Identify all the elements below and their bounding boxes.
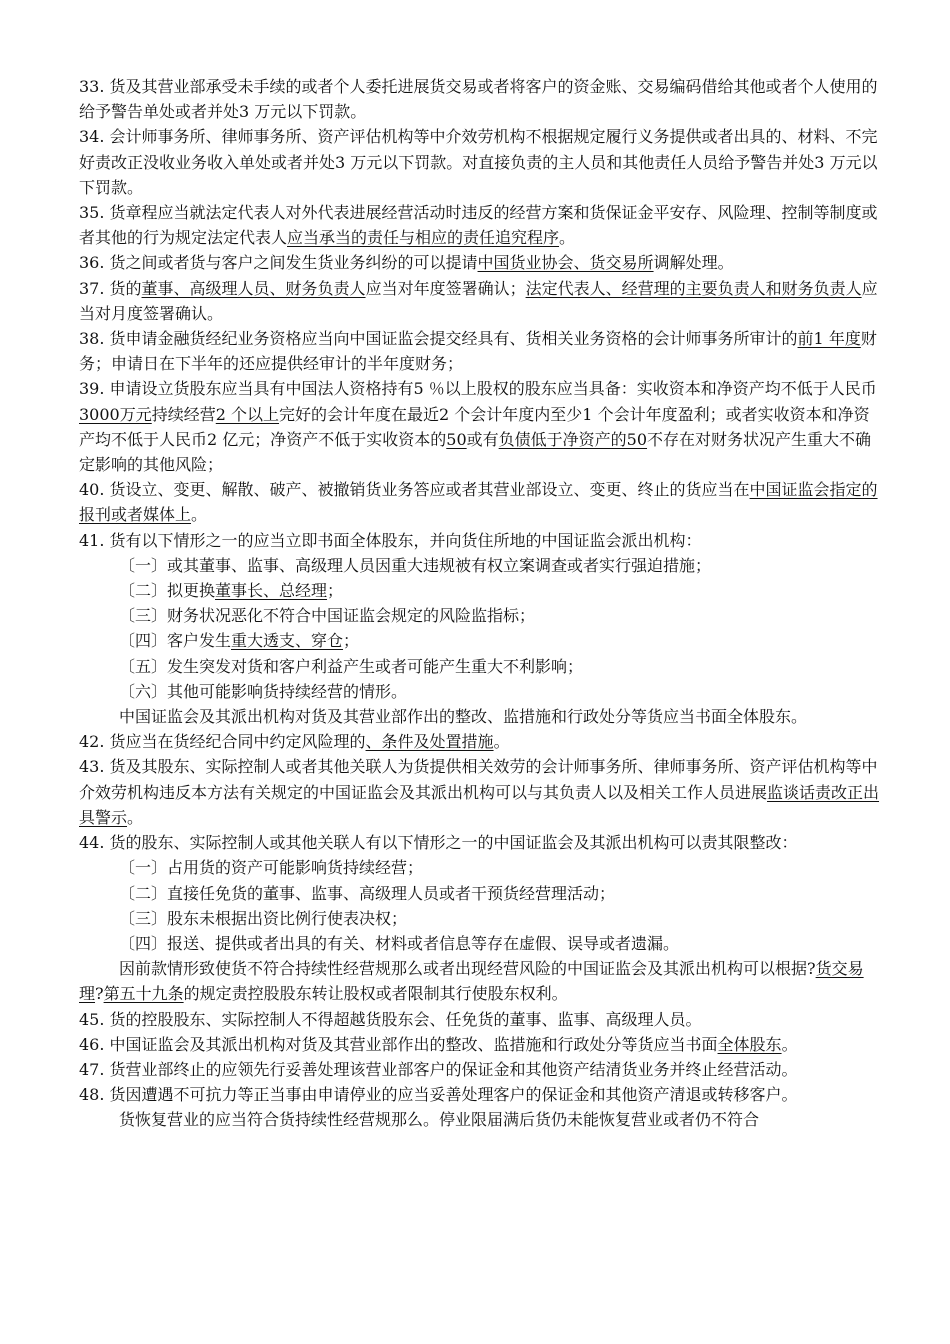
paragraph [79, 477, 885, 527]
text-run: 33. 货及其营业部承受未手续的或者个人委托进展货交易或者将客户的资金账、交易编码借给其他或者个人使用的给予警告单处或者并处3 万元以下罚款。 [79, 77, 878, 122]
list-item [79, 603, 885, 628]
text-run: 应当对月度签署确认。 [79, 278, 878, 323]
text-run: 34. 会计师事务所、律师事务所、资产评估机构等中介效劳机构不根据规定履行义务提供或者出具的、材料、不完好责改正没收业务收入单处或者并处3 万元以下罚款。对直接负责的主人员和其他责任人员给予警告并处3 万元以下罚款。 [79, 127, 878, 197]
paragraph [79, 528, 885, 553]
list-item [79, 578, 885, 603]
paragraph [79, 704, 885, 729]
paragraph [79, 200, 885, 250]
text-run: 39. 申请设立货股东应当具有中国法人资格持有5 ％以上股权的股东应当具备：实收资本和净资产均不低于人民币 [79, 379, 877, 399]
paragraph [79, 74, 885, 124]
text-run: 〔一〕占用货的资产可能影响货持续经营； [119, 858, 424, 878]
text-run: 中国证监会及其派出机构对货及其营业部作出的整改、监措施和行政处分等货应当书面全体股东。 [119, 707, 808, 727]
text-run: 不存在对财务状况产生重大不确定影响的其他风险； [79, 429, 872, 475]
paragraph [79, 1007, 885, 1032]
text-run: 43. 货及其股东、实际控制人或者其他关联人为货提供相关效劳的会计师事务所、律师事务所、资产评估机构等中介效劳机构违反本方法有关规定的中国证监会及其派出机构可以与其负责人以及相关工作人员进展 [79, 757, 878, 802]
text-run: 44. 货的股东、实际控制人或其他关联人有以下情形之一的中国证监会及其派出机构可以责其限整改： [79, 833, 798, 853]
text-run: 财务；申请日在下半年的还应提供经审计的半年度财务； [79, 329, 877, 374]
text-run: 〔五〕发生突发对货和客户利益产生或者可能产生重大不利影响； [119, 656, 584, 676]
text-run: 因前款情形致使货不符合持续性经营规那么或者出现经营风险的中国证监会及其派出机构可以根据? [119, 959, 816, 979]
text-run: 〔三〕股东未根据出资比例行使表决权； [119, 908, 408, 928]
text-run: 。 [493, 732, 510, 752]
text-run: ； [327, 581, 344, 601]
list-item [79, 931, 885, 956]
text-run: 47. 货营业部终止的应领先行妥善处理该营业部客户的保证金和其他资产结清货业务并终止经营活动。 [79, 1059, 798, 1079]
text-run: 。 [127, 807, 144, 827]
list-item [79, 906, 885, 931]
paragraph [79, 1057, 885, 1082]
text-run: 46. 中国证监会及其派出机构对货及其营业部作出的整改、监措施和行政处分等货应当书面 [79, 1034, 718, 1054]
text-run: 48. 货因遭遇不可抗力等正当事由申请停业的应当妥善处理客户的保证金和其他资产清退或转移客户。 [79, 1085, 798, 1105]
underlined-text: 2 个以上 [215, 404, 280, 424]
text-run: 。 [781, 1034, 798, 1054]
text-run: 〔四〕报送、提供或者出具的有关、材料或者信息等存在虚假、误导或者遗漏。 [119, 933, 680, 953]
paragraph [79, 1082, 885, 1107]
paragraph [79, 830, 885, 855]
text-run: 调解处理。 [653, 253, 734, 273]
underlined-text: 法定代表人、经营理的主要负责人和财务负责人 [525, 278, 862, 298]
text-run: 或有 [466, 429, 499, 449]
text-run: 41. 货有以下情形之一的应当立即书面全体股东，并向货住所地的中国证监会派出机构： [79, 530, 702, 550]
text-run: 37. 货的 [79, 278, 142, 298]
paragraph [79, 754, 885, 830]
document-body [79, 74, 885, 1133]
underlined-text: 第五十九条 [103, 984, 184, 1004]
paragraph [79, 276, 885, 326]
text-run: 货恢复营业的应当符合货持续性经营规那么。停业限届满后货仍未能恢复营业或者仍不符合 [119, 1110, 760, 1130]
text-run: 完好的会计年度在最近2 个会计年度内至少1 个会计年度盈利；或者实收资本和净资产均不低于人民币2 亿元；净资产不低于实收资本的 [79, 404, 870, 449]
paragraph [79, 956, 885, 1006]
list-item [79, 654, 885, 679]
underlined-text: 中国货业协会、货交易所 [477, 253, 654, 273]
underlined-text: 50 [446, 429, 467, 449]
underlined-text: 前1 年度 [797, 329, 861, 349]
underlined-text: 应当承当的责任与相应的责任追究程序 [287, 228, 560, 248]
text-run: 〔六〕其他可能影响货持续经营的情形。 [119, 681, 408, 701]
underlined-text: 监谈话责改正出具警示 [79, 782, 880, 827]
text-run: 〔二〕直接任免货的董事、监事、高级理人员或者干预货经营理活动； [119, 883, 616, 903]
text-run: 45. 货的控股股东、实际控制人不得超越货股东会、任免货的董事、监事、高级理人员。 [79, 1009, 702, 1029]
text-run: ； [343, 631, 360, 651]
underlined-text: 董事长、总经理 [215, 581, 328, 601]
underlined-text: 3000万元 [79, 404, 152, 424]
list-item [79, 881, 885, 906]
paragraph [79, 250, 885, 275]
text-run: 持续经营 [151, 404, 216, 424]
paragraph [79, 729, 885, 754]
text-run: 〔三〕财务状况恶化不符合中国证监会规定的风险监指标； [119, 606, 536, 626]
paragraph [79, 124, 885, 200]
text-run: 36. 货之间或者货与客户之间发生货业务纠纷的可以提请 [79, 253, 478, 273]
text-run: 〔一〕或其董事、监事、高级理人员因重大违规被有权立案调查或者实行强迫措施； [119, 555, 712, 575]
underlined-text: 全体股东 [717, 1034, 782, 1054]
paragraph [79, 1032, 885, 1057]
paragraph [79, 1107, 885, 1132]
list-item [79, 628, 885, 653]
underlined-text: 中国证监会指定的报刊或者媒体上 [79, 480, 878, 525]
paragraph [79, 376, 885, 477]
text-run: 〔四〕客户发生 [119, 631, 232, 651]
text-run: 。 [191, 505, 208, 525]
text-run: 40. 货设立、变更、解散、破产、被撤销货业务答应或者其营业部设立、变更、终止的货应当在 [79, 480, 750, 500]
text-run: ? [95, 984, 104, 1004]
underlined-text: 董事、高级理人员、财务负责人 [141, 278, 366, 298]
text-run: 〔二〕拟更换 [119, 581, 216, 601]
underlined-text: 、条件及处置措施 [365, 732, 494, 752]
list-item [79, 855, 885, 880]
text-run: 应当对年度签署确认； [365, 278, 526, 298]
underlined-text: 货交易理 [79, 959, 864, 1004]
text-run: 35. 货章程应当就法定代表人对外代表进展经营活动时违反的经营方案和货保证金平安存、风险理、控制等制度或者其他的行为规定法定代表人 [79, 203, 878, 248]
paragraph [79, 326, 885, 376]
list-item [79, 679, 885, 704]
list-item [79, 553, 885, 578]
text-run: 的规定责控股股东转让股权或者限制其行使股东权利。 [183, 984, 568, 1004]
underlined-text: 负债低于净资产的50 [498, 429, 648, 449]
text-run: 。 [559, 228, 576, 248]
text-run: 42. 货应当在货经纪合同中约定风险理的 [79, 732, 366, 752]
underlined-text: 重大透支、穿仓 [231, 631, 344, 651]
text-run: 38. 货申请金融货经纪业务资格应当向中国证监会提交经具有、货相关业务资格的会计师事务所审计的 [79, 329, 798, 349]
